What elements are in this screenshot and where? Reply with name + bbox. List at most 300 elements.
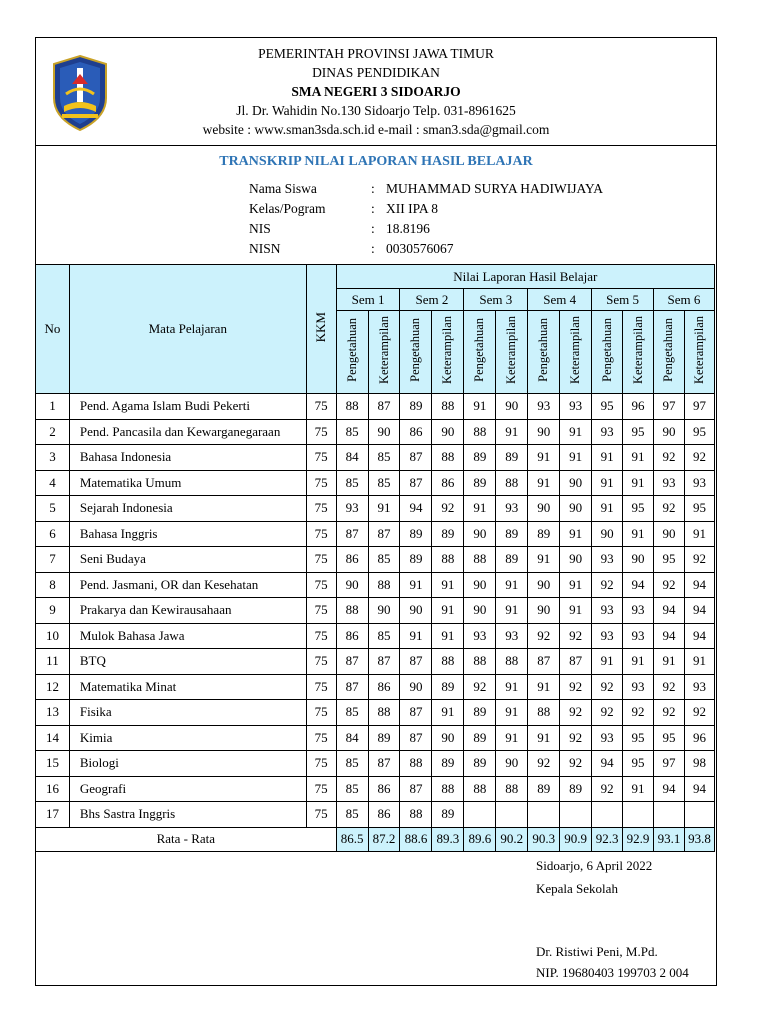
row-score: 94 [400,496,432,522]
row-score: 92 [684,700,714,726]
row-subject: Seni Budaya [69,547,306,573]
info-value: 18.8196 [386,221,430,236]
row-score: 88 [400,751,432,777]
row-score: 93 [560,394,592,420]
row-score: 85 [368,470,400,496]
row-score: 92 [592,700,623,726]
row-score: 91 [592,496,623,522]
row-score: 85 [336,751,368,777]
row-score: 89 [464,700,496,726]
row-score: 85 [368,547,400,573]
row-score: 88 [432,649,464,675]
row-number: 16 [36,776,70,802]
school-contact: website : www.sman3sda.sch.id e-mail : sman3.sda@gmail.com [202,122,550,137]
row-kkm: 75 [306,649,336,675]
row-score: 95 [653,547,684,573]
row-score: 91 [528,445,560,471]
row-score: 90 [464,598,496,624]
row-score: 86 [368,674,400,700]
row-score: 84 [336,445,368,471]
row-score: 91 [432,572,464,598]
row-subject: Bahasa Inggris [69,521,306,547]
row-kkm: 75 [306,547,336,573]
sub-header-label: Pengetahuan [344,318,359,382]
row-score: 91 [464,496,496,522]
row-score: 90 [464,521,496,547]
row-score: 87 [368,751,400,777]
info-colon: : [371,201,375,216]
row-score: 93 [653,470,684,496]
col-header-no: No [36,265,70,394]
sign-nip: NIP. 19680403 199703 2 004 [536,965,689,980]
sub-header-label: Keterampilan [568,315,583,385]
sub-header-knowledge [653,311,684,394]
row-score: 88 [368,572,400,598]
row-score: 97 [684,394,714,420]
row-score: 91 [684,649,714,675]
sem-header: Sem 5 [592,289,654,311]
row-score: 90 [368,419,400,445]
row-score: 92 [653,496,684,522]
kkm-label: KKM [313,311,329,343]
average-value: 92.9 [623,827,654,851]
row-score: 90 [623,547,654,573]
row-kkm: 75 [306,751,336,777]
row-score: 91 [528,674,560,700]
table-row [36,445,715,471]
row-score: 91 [623,521,654,547]
average-row [36,827,715,851]
row-score: 87 [368,649,400,675]
row-score: 91 [592,470,623,496]
sub-header-knowledge [592,311,623,394]
average-value: 88.6 [400,827,432,851]
row-score: 91 [623,776,654,802]
sub-header-knowledge [464,311,496,394]
row-score: 89 [432,802,464,828]
row-score: 88 [400,802,432,828]
row-score: 90 [496,751,528,777]
info-label: Nama Siswa [249,181,317,196]
row-score: 86 [400,419,432,445]
row-score: 91 [623,445,654,471]
row-score: 91 [432,623,464,649]
table-row [36,547,715,573]
row-kkm: 75 [306,496,336,522]
row-score: 93 [528,394,560,420]
row-number: 10 [36,623,70,649]
sign-place-date: Sidoarjo, 6 April 2022 [536,858,653,873]
row-score [623,802,654,828]
row-subject: Geografi [69,776,306,802]
sub-header-skill [684,311,714,394]
row-score: 94 [684,572,714,598]
row-score: 91 [496,700,528,726]
row-score: 92 [560,700,592,726]
row-score: 93 [623,623,654,649]
row-kkm: 75 [306,700,336,726]
sub-header-label: Pengetahuan [408,318,423,382]
row-kkm: 75 [306,394,336,420]
row-score: 87 [368,521,400,547]
row-kkm: 75 [306,776,336,802]
row-score: 92 [592,674,623,700]
row-score: 85 [336,470,368,496]
row-score: 94 [623,572,654,598]
row-score: 89 [464,445,496,471]
row-score: 93 [496,496,528,522]
row-score: 88 [496,649,528,675]
row-score [560,802,592,828]
row-subject: Matematika Minat [69,674,306,700]
row-subject: Bahasa Indonesia [69,445,306,471]
row-score: 89 [400,394,432,420]
row-number: 6 [36,521,70,547]
row-score: 88 [496,776,528,802]
row-score: 91 [496,598,528,624]
row-score: 92 [528,623,560,649]
row-score: 85 [336,419,368,445]
row-score: 92 [592,776,623,802]
row-score: 85 [336,700,368,726]
row-score: 90 [528,496,560,522]
row-subject: Prakarya dan Kewirausahaan [69,598,306,624]
row-number: 1 [36,394,70,420]
row-score: 94 [592,751,623,777]
row-score: 91 [560,521,592,547]
average-value: 92.3 [592,827,623,851]
row-number: 4 [36,470,70,496]
row-score: 88 [336,394,368,420]
row-score: 89 [368,725,400,751]
row-score: 89 [528,521,560,547]
row-number: 17 [36,802,70,828]
row-score: 92 [592,572,623,598]
row-score: 92 [528,751,560,777]
row-score: 85 [336,776,368,802]
row-score: 93 [592,419,623,445]
table-row [36,623,715,649]
school-name: SMA NEGERI 3 SIDOARJO [291,84,461,99]
row-score: 87 [336,674,368,700]
row-score: 91 [432,598,464,624]
sub-header-label: Pengetahuan [472,318,487,382]
row-score: 91 [592,649,623,675]
row-score: 93 [684,674,714,700]
row-subject: Pend. Jasmani, OR dan Kesehatan [69,572,306,598]
row-score: 84 [336,725,368,751]
row-subject: BTQ [69,649,306,675]
row-score: 91 [560,419,592,445]
row-score: 93 [592,725,623,751]
row-score: 91 [528,470,560,496]
row-score: 95 [623,496,654,522]
row-score: 90 [560,470,592,496]
row-score: 87 [400,700,432,726]
row-score: 86 [368,802,400,828]
info-label: Kelas/Pogram [249,201,326,216]
sem-header: Sem 3 [464,289,528,311]
row-score: 87 [528,649,560,675]
row-score: 90 [432,419,464,445]
sub-header-label: Keterampilan [376,315,391,385]
row-score: 89 [560,776,592,802]
row-score: 90 [528,598,560,624]
row-score: 89 [432,674,464,700]
row-score [496,802,528,828]
row-subject: Bhs Sastra Inggris [69,802,306,828]
row-score: 87 [400,649,432,675]
sub-header-knowledge [336,311,368,394]
average-value: 90.2 [496,827,528,851]
row-number: 7 [36,547,70,573]
row-score: 87 [336,521,368,547]
row-number: 9 [36,598,70,624]
row-score: 92 [653,445,684,471]
row-score: 91 [592,445,623,471]
row-score: 86 [432,470,464,496]
sem-header: Sem 4 [528,289,592,311]
row-score: 86 [336,623,368,649]
average-value: 93.1 [653,827,684,851]
row-score: 89 [432,521,464,547]
row-score: 88 [464,547,496,573]
info-colon: : [371,241,375,256]
row-score: 96 [684,725,714,751]
row-score: 91 [400,572,432,598]
row-score: 89 [400,521,432,547]
row-score: 87 [400,445,432,471]
row-score: 93 [464,623,496,649]
row-score: 97 [653,394,684,420]
row-score: 93 [336,496,368,522]
row-score: 94 [653,623,684,649]
row-score: 90 [464,572,496,598]
row-number: 15 [36,751,70,777]
row-score: 93 [684,470,714,496]
header-line-1: PEMERINTAH PROVINSI JAWA TIMUR [258,46,494,61]
row-score: 93 [623,674,654,700]
info-label: NIS [249,221,271,236]
table-row [36,700,715,726]
row-score: 86 [368,776,400,802]
row-kkm: 75 [306,802,336,828]
row-score: 87 [400,470,432,496]
row-score: 92 [653,674,684,700]
grades-table [35,264,715,852]
row-score: 92 [653,572,684,598]
col-header-subject: Mata Pelajaran [69,265,306,394]
row-score: 87 [560,649,592,675]
row-score: 89 [528,776,560,802]
row-score: 90 [653,521,684,547]
info-colon: : [371,221,375,236]
row-score: 89 [496,445,528,471]
average-value: 93.8 [684,827,714,851]
average-value: 90.3 [528,827,560,851]
row-score: 94 [684,776,714,802]
row-number: 14 [36,725,70,751]
row-number: 8 [36,572,70,598]
row-score: 85 [336,802,368,828]
row-score: 88 [336,598,368,624]
sub-header-label: Keterampilan [440,315,455,385]
row-score: 91 [464,394,496,420]
average-value: 89.3 [432,827,464,851]
row-score: 92 [560,623,592,649]
row-kkm: 75 [306,674,336,700]
row-kkm: 75 [306,725,336,751]
row-score: 91 [496,419,528,445]
row-score: 92 [432,496,464,522]
row-score: 87 [400,725,432,751]
school-address: Jl. Dr. Wahidin No.130 Sidoarjo Telp. 031-8961625 [236,103,516,118]
row-score: 95 [623,725,654,751]
row-score: 91 [432,700,464,726]
row-score: 90 [432,725,464,751]
row-score: 92 [653,700,684,726]
header-line-2: DINAS PENDIDIKAN [312,65,440,80]
row-score: 91 [653,649,684,675]
table-row [36,598,715,624]
row-score: 98 [684,751,714,777]
row-number: 3 [36,445,70,471]
sem-header: Sem 1 [336,289,400,311]
sub-header-label: Keterampilan [504,315,519,385]
row-score: 96 [623,394,654,420]
row-score [592,802,623,828]
row-score: 94 [684,598,714,624]
average-value: 89.6 [464,827,496,851]
sub-header-skill [623,311,654,394]
row-score: 87 [336,649,368,675]
sub-header-knowledge [528,311,560,394]
row-subject: Kimia [69,725,306,751]
row-kkm: 75 [306,521,336,547]
sub-header-skill [432,311,464,394]
info-value: MUHAMMAD SURYA HADIWIJAYA [386,181,604,196]
row-score: 91 [528,725,560,751]
row-score: 92 [684,547,714,573]
table-row [36,394,715,420]
row-score: 90 [653,419,684,445]
row-score: 91 [496,674,528,700]
table-row [36,572,715,598]
col-header-kkm [306,265,336,394]
row-score: 91 [400,623,432,649]
sub-header-label: Pengetahuan [661,318,676,382]
info-colon: : [371,181,375,196]
row-score: 88 [464,776,496,802]
row-score: 95 [653,725,684,751]
row-score: 90 [592,521,623,547]
row-score: 95 [623,751,654,777]
row-score: 92 [560,674,592,700]
transcript-page [35,37,717,986]
row-score: 90 [400,674,432,700]
row-score: 91 [560,572,592,598]
sign-name: Dr. Ristiwi Peni, M.Pd. [536,944,658,959]
row-score: 90 [400,598,432,624]
row-score: 91 [684,521,714,547]
row-score: 90 [336,572,368,598]
info-label: NISN [249,241,281,256]
row-number: 13 [36,700,70,726]
row-score: 91 [496,725,528,751]
info-value: XII IPA 8 [386,201,439,216]
row-score: 88 [464,649,496,675]
table-row [36,521,715,547]
row-score: 91 [560,598,592,624]
row-score: 91 [623,470,654,496]
row-score: 90 [368,598,400,624]
table-row [36,751,715,777]
table-row [36,470,715,496]
row-score: 91 [528,547,560,573]
sub-header-skill [560,311,592,394]
row-score [684,802,714,828]
row-kkm: 75 [306,572,336,598]
row-score: 92 [623,700,654,726]
row-score [464,802,496,828]
table-row [36,649,715,675]
row-subject: Pend. Pancasila dan Kewarganegaraan [69,419,306,445]
row-score: 92 [560,751,592,777]
row-score: 95 [592,394,623,420]
row-score: 94 [653,598,684,624]
row-score: 91 [368,496,400,522]
row-score: 89 [464,725,496,751]
row-score: 88 [432,776,464,802]
sub-header-skill [496,311,528,394]
row-score: 92 [560,725,592,751]
info-value: 0030576067 [386,241,454,256]
row-subject: Matematika Umum [69,470,306,496]
sub-header-label: Pengetahuan [536,318,551,382]
row-score: 89 [464,470,496,496]
row-score: 85 [368,445,400,471]
sub-header-label: Keterampilan [630,315,645,385]
row-subject: Sejarah Indonesia [69,496,306,522]
row-score: 90 [528,419,560,445]
row-score: 90 [560,547,592,573]
row-score: 90 [496,394,528,420]
row-score: 91 [496,572,528,598]
table-row [36,802,715,828]
sub-header-label: Pengetahuan [599,318,614,382]
row-score: 93 [592,623,623,649]
row-number: 5 [36,496,70,522]
row-number: 2 [36,419,70,445]
row-score: 88 [464,419,496,445]
row-score: 90 [528,572,560,598]
row-score: 88 [432,394,464,420]
row-score: 86 [336,547,368,573]
table-row [36,725,715,751]
row-score [653,802,684,828]
sign-role: Kepala Sekolah [536,881,618,896]
sem-header: Sem 6 [653,289,714,311]
row-score: 85 [368,623,400,649]
row-score: 88 [432,547,464,573]
row-subject: Biologi [69,751,306,777]
row-score: 91 [560,445,592,471]
row-score: 92 [684,445,714,471]
row-score: 91 [623,649,654,675]
table-row [36,674,715,700]
row-score: 93 [592,547,623,573]
grades-body [36,394,715,852]
